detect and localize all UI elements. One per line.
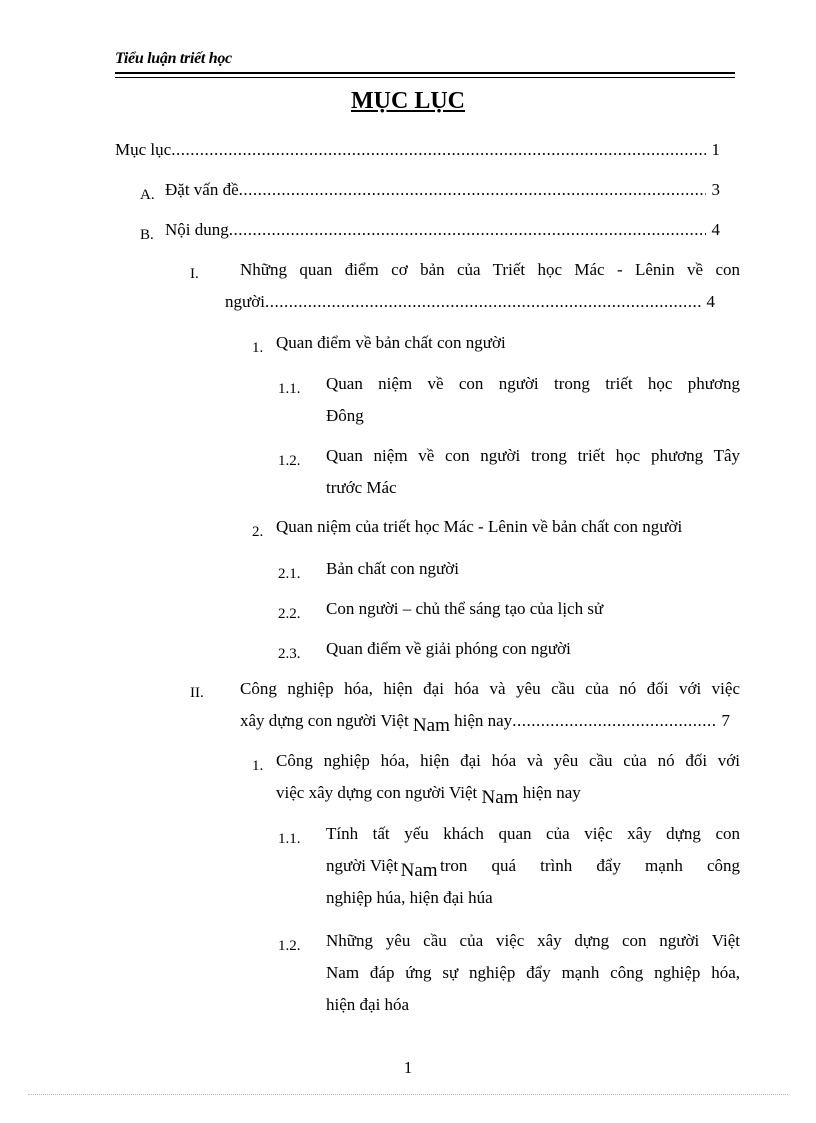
page-bottom-border [28,1094,788,1095]
toc-label-line: Nam đáp ứng sự nghiệp đẩy mạnh công nghiệp hóa, [326,963,740,982]
toc-page: 1 [711,140,720,159]
toc-number: 1.2. [278,938,301,954]
toc-label-line: Công nghiệp hóa, hiện đại hóa và yêu cầu của nó đối với việc [240,679,740,698]
toc-label: Quan điểm về giải phóng con người [326,639,571,658]
toc-label: Quan niệm của triết học Mác - Lênin về bản chất con người [276,517,683,536]
toc-number: 1.2. [278,453,301,469]
toc-number: 1.1. [278,831,301,847]
toc-label-line: hiện đại hóa [326,995,410,1014]
toc-number: II. [190,685,204,701]
toc-label-line: Công nghiệp hóa, hiện đại hóa và yêu cầu của nó đối với [276,751,740,770]
toc-page: 4 [706,292,715,311]
toc-number: 1.1. [278,381,301,397]
toc-label-nam: Nam [400,860,438,881]
dot-leader [512,705,715,737]
toc-label: Đặt vấn đề [165,180,239,199]
toc-page: 4 [711,220,720,239]
dot-leader [265,286,701,318]
toc-number: 2.1. [278,566,301,582]
page-title: MỤC LỤC [351,88,465,114]
running-header: Tiểu luận triết học [115,50,232,67]
toc-page: 3 [711,180,720,199]
toc-label: Mục lục [115,140,172,159]
dot-leader [171,134,705,166]
toc-label-line: nghiệp húa, hiện đại húa [326,888,493,907]
toc-number: 1. [252,758,264,774]
toc-label-line: Quan niệm về con người trong triết học phương Tây [326,446,740,465]
toc-number: 2. [252,524,264,540]
toc-page: 7 [721,711,730,730]
toc-label: tron quá trình đẩy mạnh công [440,856,740,875]
toc-label-line: Đông [326,406,364,425]
toc-label-line: trước Mác [326,478,397,497]
toc-number: A. [140,187,155,203]
toc-label: người [225,292,265,311]
toc-label-nam: Nam [481,787,519,808]
toc-number: 2.3. [278,646,301,662]
toc-label: hiện nay [522,783,581,802]
toc-label: Nội dung [165,220,229,239]
toc-number: 2.2. [278,606,301,622]
page-number: 1 [403,1058,413,1077]
toc-label: Quan điểm về bản chất con người [276,333,506,352]
toc-label-line: Quan niệm về con người trong triết học phương [326,374,740,393]
toc-number: B. [140,227,154,243]
toc-number: I. [190,266,199,282]
toc-label: Bản chất con người [326,559,459,578]
dot-leader [239,174,706,206]
toc-label-line: Tính tất yếu khách quan của việc xây dựng con [326,824,740,843]
toc-label: xây dựng con người Việt [240,711,409,730]
toc-label: việc xây dựng con người Việt [276,783,478,802]
toc-number: 1. [252,340,264,356]
toc-label: người Việt [326,856,399,875]
toc-label-nam: Nam [412,715,450,736]
toc-label: hiện nay [454,711,513,730]
toc-label-line: Những yêu cầu của việc xây dựng con người Việt [326,931,740,950]
toc-label-line: Những quan điểm cơ bản của Triết học Mác - Lênin về con [240,260,740,279]
dot-leader [229,214,706,246]
toc-label: Con người – chủ thể sáng tạo của lịch sử [326,599,604,618]
